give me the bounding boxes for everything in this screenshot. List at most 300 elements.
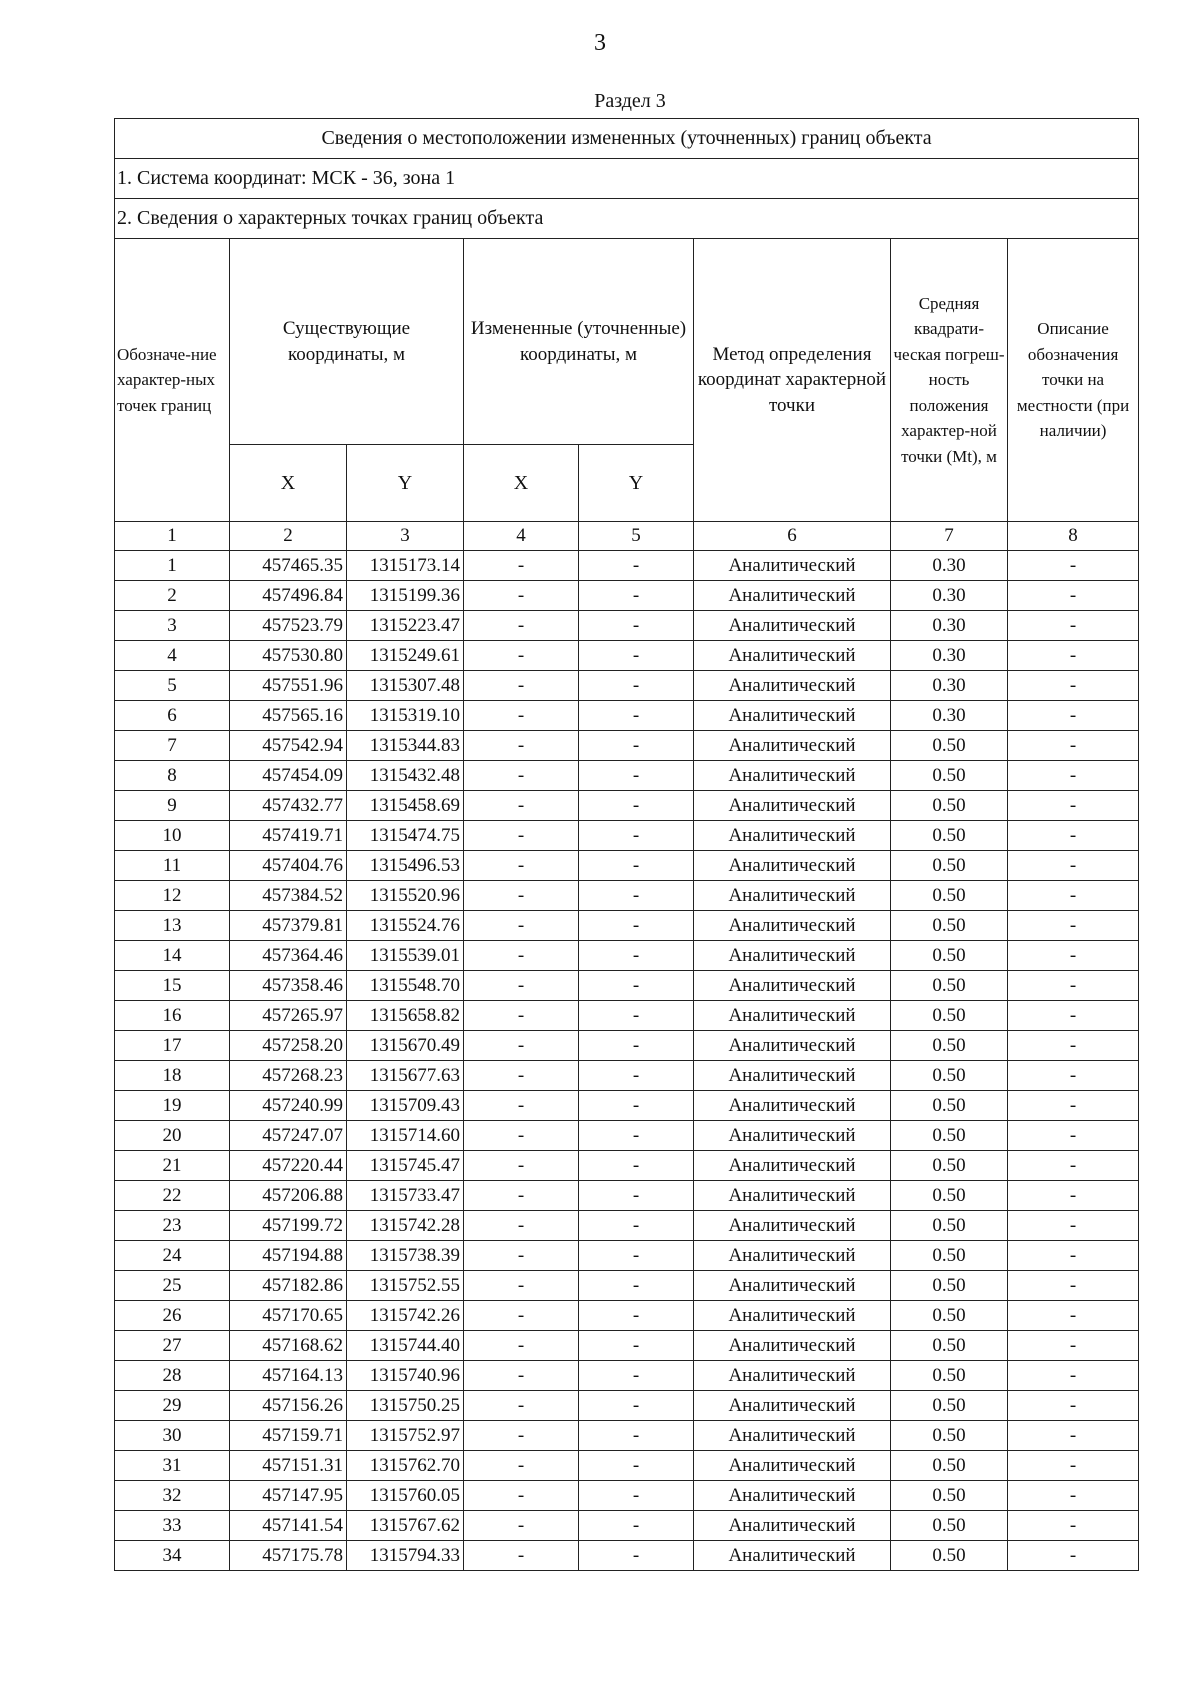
cell-existing-y: 1315760.05: [347, 1481, 464, 1511]
cell-changed-y: -: [579, 941, 694, 971]
cell-existing-x: 457364.46: [230, 941, 347, 971]
cell-mean-square-error: 0.50: [891, 731, 1008, 761]
cell-existing-x: 457268.23: [230, 1061, 347, 1091]
cell-changed-x: -: [464, 1211, 579, 1241]
cell-existing-x: 457419.71: [230, 821, 347, 851]
cell-mean-square-error: 0.30: [891, 671, 1008, 701]
cell-changed-y: -: [579, 1211, 694, 1241]
cell-point-number: 6: [115, 701, 230, 731]
table-row: [115, 761, 1139, 791]
cell-mean-square-error: 0.50: [891, 911, 1008, 941]
cell-existing-x: 457141.54: [230, 1511, 347, 1541]
cell-method: Аналитический: [694, 671, 891, 701]
cell-existing-y: 1315474.75: [347, 821, 464, 851]
cell-existing-y: 1315742.28: [347, 1211, 464, 1241]
cell-description: -: [1008, 1091, 1139, 1121]
cell-description: -: [1008, 971, 1139, 1001]
cell-changed-x: -: [464, 611, 579, 641]
cell-changed-x: -: [464, 1181, 579, 1211]
table-row: [115, 1361, 1139, 1391]
cell-description: -: [1008, 1121, 1139, 1151]
cell-point-number: 12: [115, 881, 230, 911]
cell-changed-x: -: [464, 761, 579, 791]
cell-description: -: [1008, 1001, 1139, 1031]
cell-existing-x: 457240.99: [230, 1091, 347, 1121]
cell-changed-y: -: [579, 1481, 694, 1511]
cell-changed-y: -: [579, 851, 694, 881]
cell-description: -: [1008, 851, 1139, 881]
cell-existing-y: 1315745.47: [347, 1151, 464, 1181]
cell-mean-square-error: 0.50: [891, 1331, 1008, 1361]
cell-mean-square-error: 0.50: [891, 1241, 1008, 1271]
cell-existing-y: 1315539.01: [347, 941, 464, 971]
cell-point-number: 33: [115, 1511, 230, 1541]
cell-existing-y: 1315520.96: [347, 881, 464, 911]
column-number: 5: [579, 522, 694, 551]
cell-changed-x: -: [464, 1511, 579, 1541]
cell-existing-y: 1315767.62: [347, 1511, 464, 1541]
cell-description: -: [1008, 881, 1139, 911]
table-row: [115, 881, 1139, 911]
cell-mean-square-error: 0.50: [891, 1541, 1008, 1571]
cell-changed-y: -: [579, 611, 694, 641]
header-changed-y: Y: [579, 445, 694, 522]
table-title: Сведения о местоположении измененных (уточненных) границ объекта: [115, 119, 1139, 159]
cell-mean-square-error: 0.50: [891, 1271, 1008, 1301]
cell-description: -: [1008, 1061, 1139, 1091]
cell-changed-x: -: [464, 971, 579, 1001]
table-row: [115, 851, 1139, 881]
table-row: [115, 1541, 1139, 1571]
cell-changed-y: -: [579, 551, 694, 581]
cell-point-number: 30: [115, 1421, 230, 1451]
cell-mean-square-error: 0.50: [891, 941, 1008, 971]
cell-changed-x: -: [464, 671, 579, 701]
boundary-points-table: [114, 118, 1139, 1571]
cell-mean-square-error: 0.50: [891, 1451, 1008, 1481]
table-row: [115, 1151, 1139, 1181]
table-row: [115, 1421, 1139, 1451]
cell-changed-y: -: [579, 1091, 694, 1121]
cell-description: -: [1008, 1511, 1139, 1541]
cell-mean-square-error: 0.30: [891, 701, 1008, 731]
cell-existing-x: 457384.52: [230, 881, 347, 911]
page-number: 3: [594, 30, 606, 56]
cell-changed-y: -: [579, 1121, 694, 1151]
cell-mean-square-error: 0.50: [891, 1301, 1008, 1331]
cell-point-number: 4: [115, 641, 230, 671]
table-row: [115, 1121, 1139, 1151]
cell-existing-x: 457182.86: [230, 1271, 347, 1301]
cell-description: -: [1008, 1541, 1139, 1571]
cell-method: Аналитический: [694, 701, 891, 731]
cell-point-number: 29: [115, 1391, 230, 1421]
cell-existing-y: 1315752.55: [347, 1271, 464, 1301]
cell-existing-x: 457151.31: [230, 1451, 347, 1481]
cell-existing-y: 1315319.10: [347, 701, 464, 731]
cell-existing-y: 1315307.48: [347, 671, 464, 701]
cell-changed-x: -: [464, 1421, 579, 1451]
cell-changed-x: -: [464, 731, 579, 761]
section-title: Раздел 3: [594, 90, 666, 112]
cell-description: -: [1008, 1421, 1139, 1451]
cell-description: -: [1008, 1331, 1139, 1361]
cell-existing-y: 1315740.96: [347, 1361, 464, 1391]
cell-existing-y: 1315658.82: [347, 1001, 464, 1031]
cell-method: Аналитический: [694, 1181, 891, 1211]
cell-method: Аналитический: [694, 761, 891, 791]
cell-mean-square-error: 0.50: [891, 1151, 1008, 1181]
cell-changed-x: -: [464, 1091, 579, 1121]
cell-changed-y: -: [579, 1301, 694, 1331]
cell-changed-x: -: [464, 791, 579, 821]
cell-changed-y: -: [579, 1271, 694, 1301]
cell-existing-x: 457465.35: [230, 551, 347, 581]
cell-point-number: 16: [115, 1001, 230, 1031]
cell-changed-y: -: [579, 1151, 694, 1181]
header-mean-square-error: Средняя квадрати-ческая погреш-ность положения характер-ной точки (Mt), м: [891, 239, 1008, 522]
table-row: [115, 1181, 1139, 1211]
table-row: [115, 821, 1139, 851]
cell-existing-x: 457194.88: [230, 1241, 347, 1271]
cell-existing-x: 457247.07: [230, 1121, 347, 1151]
cell-description: -: [1008, 611, 1139, 641]
cell-existing-y: 1315173.14: [347, 551, 464, 581]
cell-changed-y: -: [579, 761, 694, 791]
cell-changed-x: -: [464, 1451, 579, 1481]
cell-existing-y: 1315432.48: [347, 761, 464, 791]
cell-existing-y: 1315738.39: [347, 1241, 464, 1271]
cell-existing-y: 1315548.70: [347, 971, 464, 1001]
cell-changed-y: -: [579, 1331, 694, 1361]
cell-point-number: 25: [115, 1271, 230, 1301]
cell-changed-y: -: [579, 1241, 694, 1271]
cell-mean-square-error: 0.50: [891, 1481, 1008, 1511]
cell-changed-y: -: [579, 1541, 694, 1571]
cell-method: Аналитический: [694, 971, 891, 1001]
cell-existing-x: 457542.94: [230, 731, 347, 761]
cell-method: Аналитический: [694, 1031, 891, 1061]
table-row: [115, 1391, 1139, 1421]
cell-method: Аналитический: [694, 581, 891, 611]
cell-changed-x: -: [464, 1121, 579, 1151]
cell-description: -: [1008, 1211, 1139, 1241]
cell-existing-y: 1315709.43: [347, 1091, 464, 1121]
cell-mean-square-error: 0.50: [891, 1121, 1008, 1151]
cell-changed-y: -: [579, 881, 694, 911]
cell-existing-y: 1315199.36: [347, 581, 464, 611]
header-description: Описание обозначения точки на местности (при наличии): [1008, 239, 1139, 522]
table-row: [115, 701, 1139, 731]
cell-mean-square-error: 0.50: [891, 1511, 1008, 1541]
column-number: 8: [1008, 522, 1139, 551]
cell-changed-y: -: [579, 641, 694, 671]
column-number: 3: [347, 522, 464, 551]
cell-method: Аналитический: [694, 791, 891, 821]
cell-changed-x: -: [464, 1031, 579, 1061]
cell-mean-square-error: 0.30: [891, 641, 1008, 671]
table-row: [115, 1301, 1139, 1331]
cell-method: Аналитический: [694, 851, 891, 881]
cell-changed-x: -: [464, 1331, 579, 1361]
table-row: [115, 551, 1139, 581]
table-row: [115, 971, 1139, 1001]
cell-changed-y: -: [579, 671, 694, 701]
points-heading: 2. Сведения о характерных точках границ объекта: [115, 199, 1139, 239]
cell-changed-x: -: [464, 1271, 579, 1301]
cell-existing-x: 457496.84: [230, 581, 347, 611]
cell-method: Аналитический: [694, 1091, 891, 1121]
cell-existing-x: 457164.13: [230, 1361, 347, 1391]
cell-changed-y: -: [579, 911, 694, 941]
cell-changed-x: -: [464, 821, 579, 851]
cell-mean-square-error: 0.50: [891, 971, 1008, 1001]
column-number: 6: [694, 522, 891, 551]
table-row: [115, 671, 1139, 701]
table-row: [115, 641, 1139, 671]
cell-point-number: 19: [115, 1091, 230, 1121]
cell-existing-x: 457379.81: [230, 911, 347, 941]
cell-point-number: 14: [115, 941, 230, 971]
cell-description: -: [1008, 821, 1139, 851]
cell-existing-x: 457565.16: [230, 701, 347, 731]
cell-point-number: 13: [115, 911, 230, 941]
cell-mean-square-error: 0.50: [891, 1001, 1008, 1031]
cell-mean-square-error: 0.30: [891, 551, 1008, 581]
cell-existing-x: 457530.80: [230, 641, 347, 671]
cell-existing-x: 457159.71: [230, 1421, 347, 1451]
cell-point-number: 21: [115, 1151, 230, 1181]
cell-changed-x: -: [464, 581, 579, 611]
cell-existing-x: 457265.97: [230, 1001, 347, 1031]
cell-existing-x: 457199.72: [230, 1211, 347, 1241]
cell-description: -: [1008, 701, 1139, 731]
cell-point-number: 5: [115, 671, 230, 701]
cell-changed-x: -: [464, 941, 579, 971]
cell-existing-y: 1315249.61: [347, 641, 464, 671]
header-method: Метод определения координат характерной точки: [694, 239, 891, 522]
cell-existing-x: 457258.20: [230, 1031, 347, 1061]
table-row: [115, 1511, 1139, 1541]
cell-changed-x: -: [464, 1151, 579, 1181]
cell-changed-y: -: [579, 1451, 694, 1481]
cell-point-number: 27: [115, 1331, 230, 1361]
table-row: [115, 611, 1139, 641]
cell-existing-x: 457523.79: [230, 611, 347, 641]
cell-description: -: [1008, 761, 1139, 791]
cell-point-number: 11: [115, 851, 230, 881]
cell-existing-x: 457175.78: [230, 1541, 347, 1571]
cell-changed-x: -: [464, 1241, 579, 1271]
cell-method: Аналитический: [694, 1241, 891, 1271]
table-row: [115, 791, 1139, 821]
cell-point-number: 2: [115, 581, 230, 611]
cell-existing-y: 1315714.60: [347, 1121, 464, 1151]
cell-description: -: [1008, 1301, 1139, 1331]
cell-method: Аналитический: [694, 1001, 891, 1031]
cell-changed-x: -: [464, 551, 579, 581]
cell-description: -: [1008, 791, 1139, 821]
header-point-designation: Обозначе-ние характер-ных точек границ: [115, 239, 230, 522]
cell-method: Аналитический: [694, 551, 891, 581]
cell-description: -: [1008, 1361, 1139, 1391]
cell-mean-square-error: 0.30: [891, 581, 1008, 611]
cell-method: Аналитический: [694, 1061, 891, 1091]
cell-existing-y: 1315344.83: [347, 731, 464, 761]
cell-mean-square-error: 0.50: [891, 791, 1008, 821]
cell-point-number: 8: [115, 761, 230, 791]
cell-point-number: 32: [115, 1481, 230, 1511]
cell-existing-x: 457358.46: [230, 971, 347, 1001]
cell-description: -: [1008, 911, 1139, 941]
cell-changed-y: -: [579, 1511, 694, 1541]
cell-point-number: 34: [115, 1541, 230, 1571]
cell-method: Аналитический: [694, 911, 891, 941]
cell-point-number: 7: [115, 731, 230, 761]
table-row: [115, 1001, 1139, 1031]
header-existing-coordinates: Существующие координаты, м: [230, 239, 464, 445]
cell-mean-square-error: 0.30: [891, 611, 1008, 641]
cell-changed-y: -: [579, 731, 694, 761]
cell-changed-x: -: [464, 1481, 579, 1511]
table-row: [115, 1271, 1139, 1301]
cell-method: Аналитический: [694, 1331, 891, 1361]
cell-method: Аналитический: [694, 731, 891, 761]
cell-changed-y: -: [579, 1181, 694, 1211]
table-row: [115, 1091, 1139, 1121]
cell-changed-y: -: [579, 821, 694, 851]
cell-changed-x: -: [464, 1391, 579, 1421]
cell-existing-x: 457206.88: [230, 1181, 347, 1211]
cell-point-number: 28: [115, 1361, 230, 1391]
cell-mean-square-error: 0.50: [891, 1361, 1008, 1391]
cell-method: Аналитический: [694, 1541, 891, 1571]
table-row: [115, 1241, 1139, 1271]
cell-method: Аналитический: [694, 1211, 891, 1241]
cell-method: Аналитический: [694, 881, 891, 911]
cell-method: Аналитический: [694, 1151, 891, 1181]
cell-point-number: 18: [115, 1061, 230, 1091]
table-row: [115, 911, 1139, 941]
cell-existing-y: 1315223.47: [347, 611, 464, 641]
cell-description: -: [1008, 941, 1139, 971]
cell-description: -: [1008, 1271, 1139, 1301]
cell-changed-y: -: [579, 1001, 694, 1031]
cell-method: Аналитический: [694, 641, 891, 671]
cell-point-number: 31: [115, 1451, 230, 1481]
cell-mean-square-error: 0.50: [891, 1391, 1008, 1421]
cell-changed-y: -: [579, 581, 694, 611]
cell-existing-y: 1315750.25: [347, 1391, 464, 1421]
cell-changed-x: -: [464, 1361, 579, 1391]
table-row: [115, 1451, 1139, 1481]
cell-existing-y: 1315733.47: [347, 1181, 464, 1211]
table-row: [115, 1061, 1139, 1091]
column-number: 2: [230, 522, 347, 551]
cell-description: -: [1008, 581, 1139, 611]
cell-existing-x: 457156.26: [230, 1391, 347, 1421]
cell-method: Аналитический: [694, 941, 891, 971]
cell-changed-y: -: [579, 701, 694, 731]
cell-description: -: [1008, 1391, 1139, 1421]
cell-existing-y: 1315752.97: [347, 1421, 464, 1451]
cell-changed-x: -: [464, 641, 579, 671]
cell-changed-y: -: [579, 1061, 694, 1091]
cell-method: Аналитический: [694, 1451, 891, 1481]
cell-changed-y: -: [579, 791, 694, 821]
table-row: [115, 1211, 1139, 1241]
table-row: [115, 731, 1139, 761]
header-existing-x: X: [230, 445, 347, 522]
cell-changed-x: -: [464, 851, 579, 881]
table-row: [115, 1331, 1139, 1361]
cell-point-number: 20: [115, 1121, 230, 1151]
cell-changed-y: -: [579, 1391, 694, 1421]
table-row: [115, 1031, 1139, 1061]
cell-mean-square-error: 0.50: [891, 1061, 1008, 1091]
column-number: 1: [115, 522, 230, 551]
cell-existing-x: 457551.96: [230, 671, 347, 701]
cell-mean-square-error: 0.50: [891, 1091, 1008, 1121]
cell-point-number: 15: [115, 971, 230, 1001]
column-numbers-row: [115, 522, 1139, 551]
table-row: [115, 941, 1139, 971]
header-changed-x: X: [464, 445, 579, 522]
cell-changed-x: -: [464, 1001, 579, 1031]
cell-description: -: [1008, 1451, 1139, 1481]
cell-point-number: 17: [115, 1031, 230, 1061]
cell-point-number: 1: [115, 551, 230, 581]
cell-existing-y: 1315742.26: [347, 1301, 464, 1331]
cell-existing-x: 457454.09: [230, 761, 347, 791]
cell-mean-square-error: 0.50: [891, 761, 1008, 791]
cell-existing-y: 1315677.63: [347, 1061, 464, 1091]
column-number: 7: [891, 522, 1008, 551]
cell-method: Аналитический: [694, 1481, 891, 1511]
cell-point-number: 22: [115, 1181, 230, 1211]
cell-point-number: 3: [115, 611, 230, 641]
cell-existing-y: 1315762.70: [347, 1451, 464, 1481]
cell-method: Аналитический: [694, 1511, 891, 1541]
header-changed-coordinates: Измененные (уточненные) координаты, м: [464, 239, 694, 445]
cell-point-number: 9: [115, 791, 230, 821]
cell-method: Аналитический: [694, 1391, 891, 1421]
cell-description: -: [1008, 641, 1139, 671]
cell-point-number: 26: [115, 1301, 230, 1331]
cell-changed-x: -: [464, 1301, 579, 1331]
cell-mean-square-error: 0.50: [891, 1031, 1008, 1061]
cell-changed-x: -: [464, 1541, 579, 1571]
cell-existing-y: 1315496.53: [347, 851, 464, 881]
cell-existing-x: 457220.44: [230, 1151, 347, 1181]
column-number: 4: [464, 522, 579, 551]
cell-mean-square-error: 0.50: [891, 1421, 1008, 1451]
cell-method: Аналитический: [694, 1301, 891, 1331]
cell-method: Аналитический: [694, 1271, 891, 1301]
cell-changed-x: -: [464, 881, 579, 911]
cell-mean-square-error: 0.50: [891, 1211, 1008, 1241]
table-row: [115, 1481, 1139, 1511]
cell-description: -: [1008, 671, 1139, 701]
cell-existing-x: 457432.77: [230, 791, 347, 821]
cell-mean-square-error: 0.50: [891, 851, 1008, 881]
cell-point-number: 10: [115, 821, 230, 851]
cell-method: Аналитический: [694, 1361, 891, 1391]
cell-point-number: 23: [115, 1211, 230, 1241]
cell-description: -: [1008, 1151, 1139, 1181]
cell-description: -: [1008, 1031, 1139, 1061]
cell-existing-x: 457404.76: [230, 851, 347, 881]
